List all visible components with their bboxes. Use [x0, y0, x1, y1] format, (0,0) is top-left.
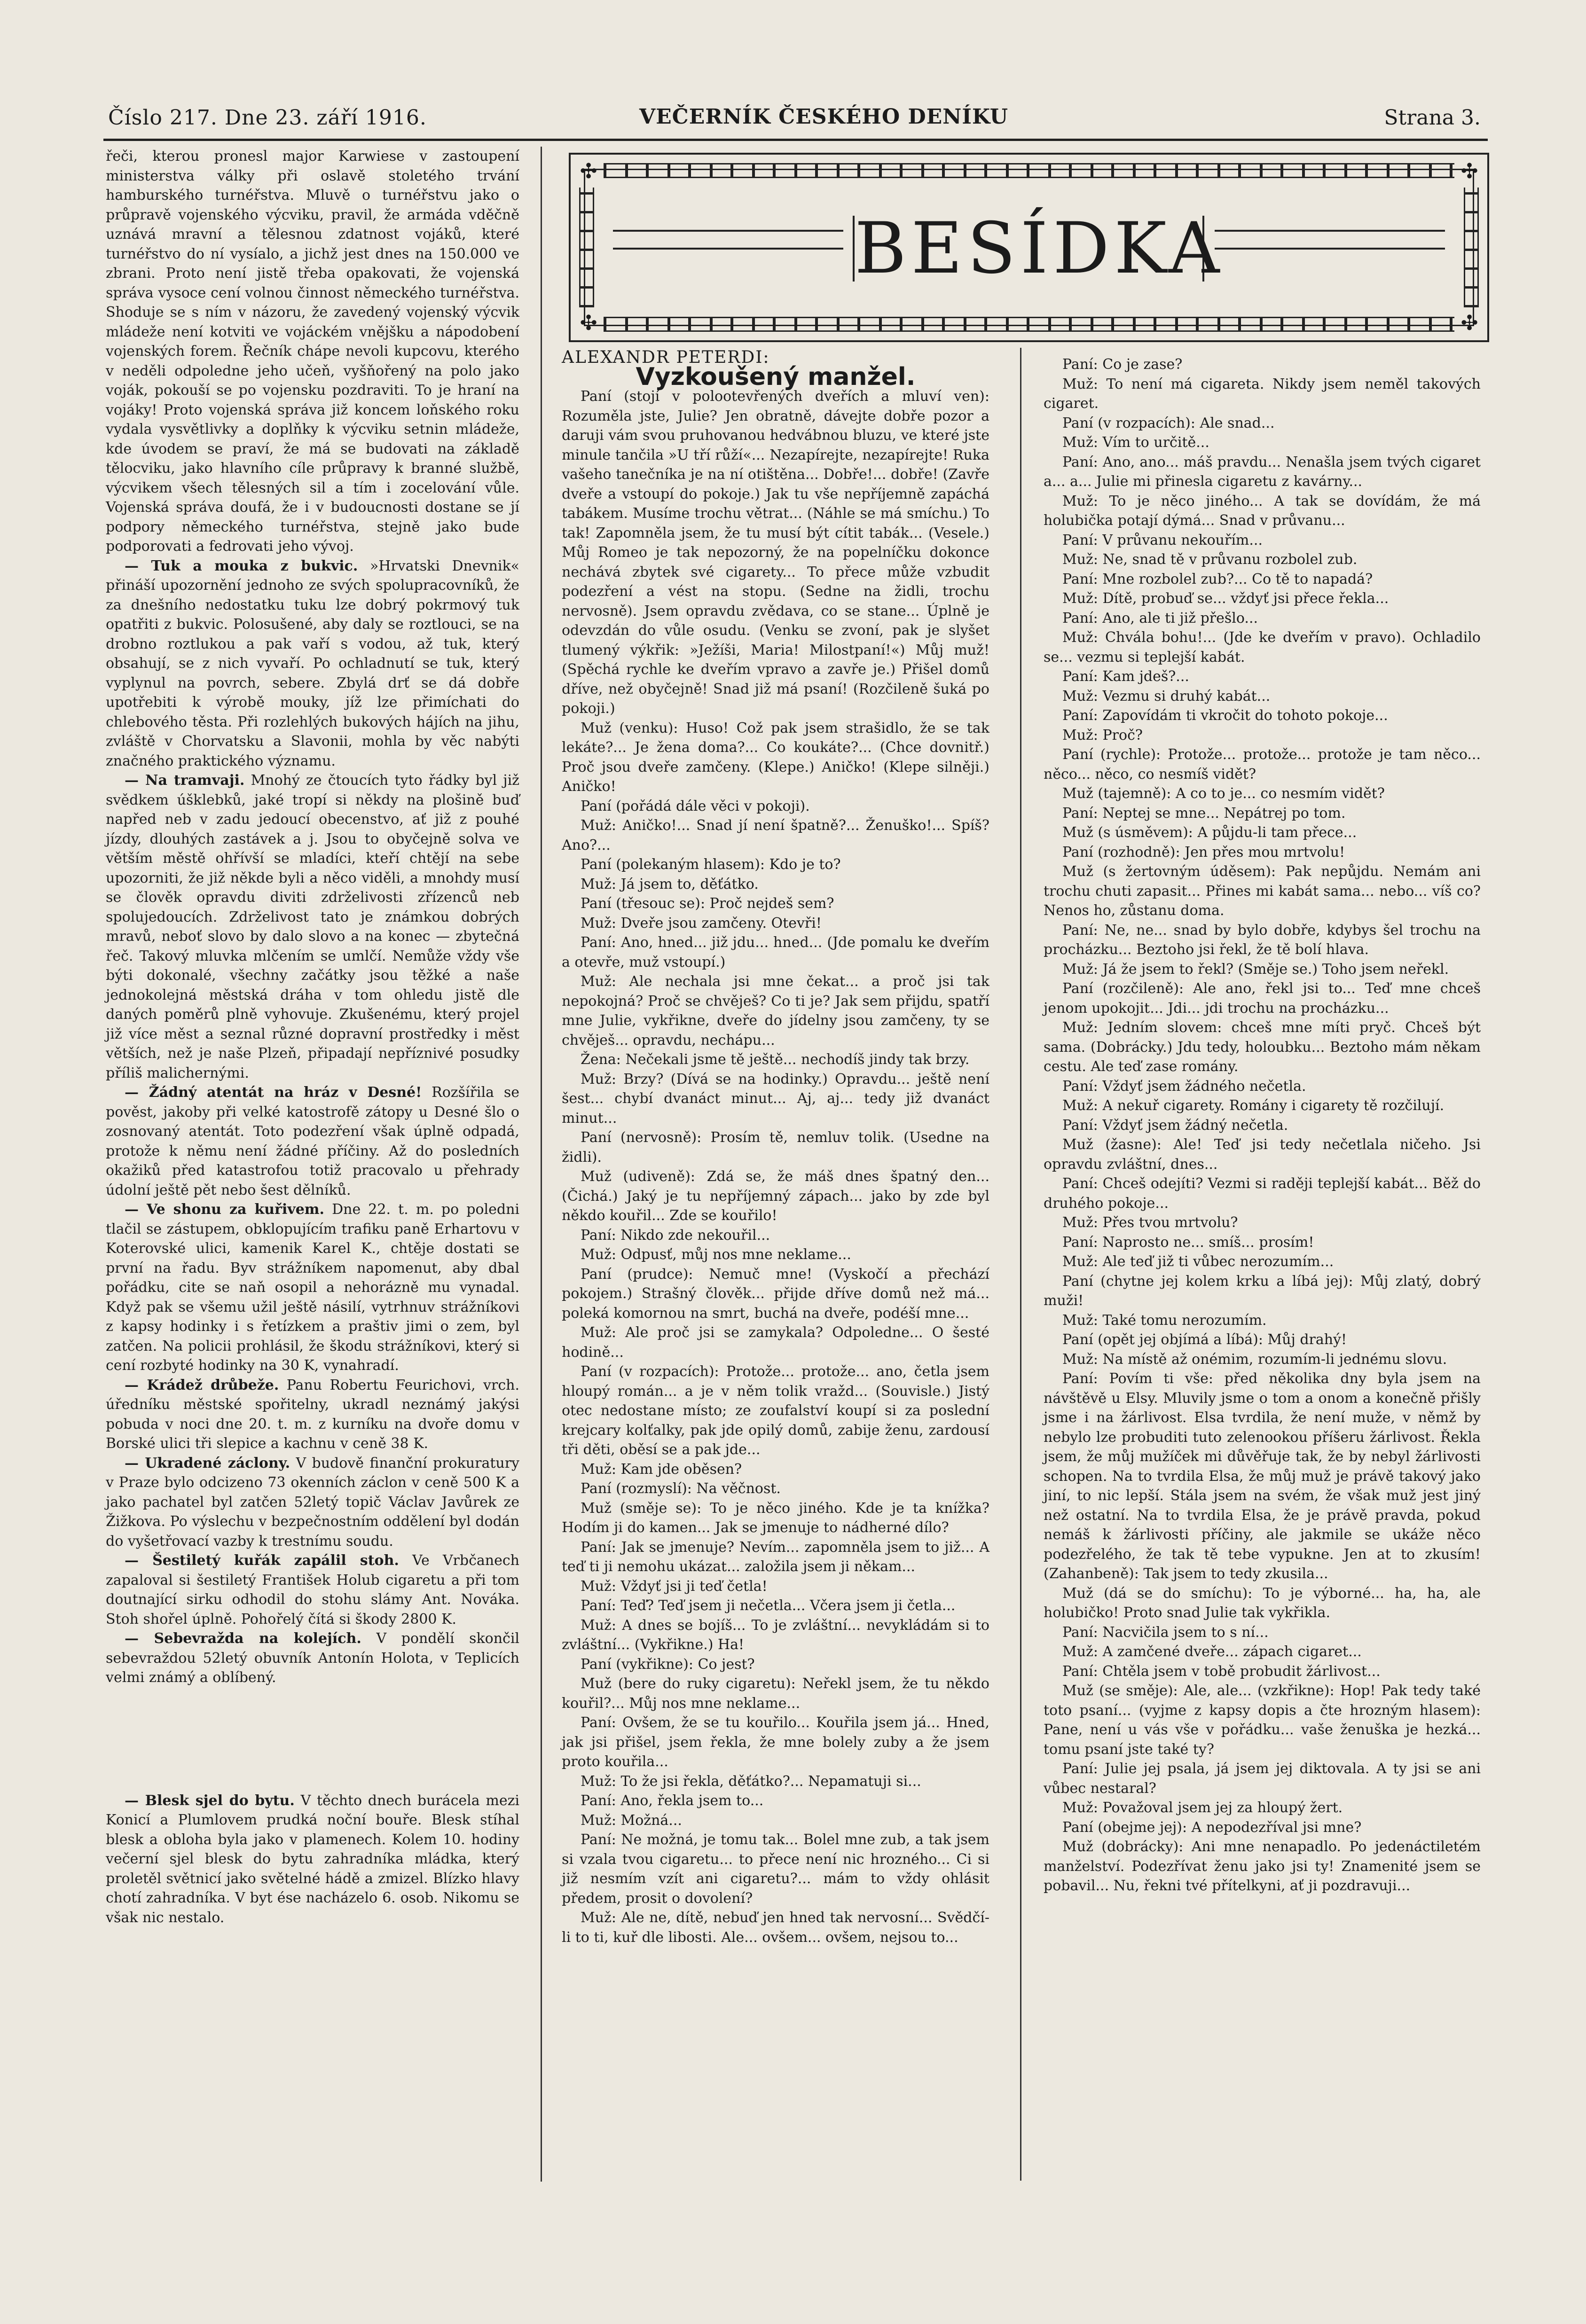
news-item: [106, 1200, 519, 1376]
dialogue-line: Muž: Odpusť, můj nos mne neklame...: [581, 1246, 851, 1263]
dialogue-line: Paní: Co je zase?: [1062, 356, 1183, 373]
dialogue-line: Paní: Povím ti vše: před několika dny byla jsem na návštěvě u Elsy. Mluvily jsme o tom a onom a konečně přišly jsme i na žárlivost. Elsa tvrdila, že není muže, v němž by nebylo lze probuditi tuto zelenookou příšeru žárlivost. Řekla jsem, že můj mužíček mi důvěřuje tak, že by nebyl žárlivosti schopen. Na to tvrdila Elsa, že můj muž je právě takový jako jiní, to nic lepší. Stála jsem na svém, že však muž jest jiný než ostatní. Na to tvrdila Elsa, že je právě pravda, pokud nemáš k žárlivosti příčiny, ale jakmile se ukáže něco podezřelého, že tak tě tebe vypukne. Jen at to zkusím! (Zahanbeně): Tak jsem to tedy zkusila...: [1044, 1370, 1481, 1582]
ornament-corner-icon: ✣: [580, 311, 597, 335]
dialogue-line: Paní (v rozpacích): Protože... protože... ano, četla jsem hloupý román... a je v něm tolik vražd... (Souvisle.) Jistý otec nedostane místo; ze zoufalství koupí si za poslední krejcary kolťalky, pak jde opilý domů, zabije ženu, zardousí tři děti, oběsí se a pak jde...: [562, 1363, 989, 1458]
dialogue-line: Paní: Chceš odejíti? Vezmi si raději teplejší kabát... Běž do druhého pokoje...: [1044, 1175, 1481, 1212]
dialogue-line: Muž: Ale teď již ti vůbec nerozumím...: [1062, 1253, 1334, 1270]
dialogue-line: Muž: Ale nechala jsi mne čekat... a proč jsi tak nepokojná? Proč se chvěješ? Co ti je? Jak sem přijdu, spatří mne Julie, vykřikne, dveře do jídelny jsou zamčeny, ty se chvěješ... opravdu, nechápu...: [562, 973, 989, 1049]
dialogue-line: Paní: Nacvičila jsem to s ní...: [1062, 1624, 1269, 1641]
news-item: [106, 771, 519, 1083]
dialogue-line: Muž: Dítě, probuď se... vždyť jsi přece řekla...: [1062, 590, 1389, 607]
dialogue-line: Muž: Dveře jsou zamčeny. Otevři!: [581, 915, 822, 931]
news-text: V pondělí skončil sebevraždou 52letý obuvník Antonín Holota, v Teplicích velmi známý a oblíbený.: [106, 1630, 520, 1686]
dialogue-line: Muž: To je něco jiného... A tak se dovídám, že má holubička potají dýmá... Snad v průvanu...: [1044, 493, 1481, 529]
dialogue-line: Paní: Vždyť jsem žádný nečetla.: [1062, 1117, 1288, 1134]
news-text: V budově finanční prokuratury v Praze bylo odcizeno 73 okenních záclon v ceně 500 K a jako pachatel byl zatčen 52letý topič Václav Javůrek ze Žižkova. Po výslechu v bezpečnostním oddělení byl dodán do vyšetřovací vazby k trestnímu soudu.: [106, 1455, 519, 1549]
dialogue-line: Muž: Aničko!... Snad jí není špatně?... Ženuško!... Spíš? Ano?...: [562, 817, 989, 853]
news-headline: — Tuk a mouka z bukvic.: [125, 557, 358, 574]
dialogue-line: Paní (prudce): Nemuč mne! (Vyskočí a přechází pokojem.) Strašný člověk... přijde dříve domů než má... poleká komornou na smrt, buchá na dveře, podéší mne...: [562, 1266, 989, 1322]
dialogue-line: Paní (vykřikne): Co jest?: [581, 1656, 755, 1673]
news-headline: — Blesk sjel do bytu.: [125, 1792, 295, 1809]
ornament-corner-icon: ✣: [1460, 159, 1478, 183]
page-header: [108, 101, 1481, 134]
dialogue-line: Paní (stojí v polootevřených dveřích a mluví ven): Rozuměla jste, Julie? Jen obratně, dávejte dobře pozor a daruji vám svou pruhovanou hedvábnou bluzu, ve které jste minule tančila »U tří růží«... Nezapírejte, nezapírejte! Ruka vašeho tanečníka je na ní otištěna... Dobře!... dobře! (Zavře dveře a vstoupí do pokoje.) Jak tu vše nepříjemně zapáchá tabákem. Musíme trochu větrat... (Náhle se má smíchu.) To tak! Zapomněla jsem, že tu musí být cítit tabák... (Vesele.) Můj Romeo je tak nepozorný, že na popelníčku dokonce nechává zbytek své cigarety... To přece může vzbudit podezření a vést na stopu. (Sedne na židli, trochu nervosně). Jsem opravdu zvědava, co se stane... Úplně je odevzdán do vůle osudu. (Venku se zvoní, pak je slyšet tlumený výkřik: »Ježíši, Maria! Milostpaní!«) Můj muž! (Spěchá rychle ke dveřím vpravo a zavře je.) Přišel domů dříve, než obyčejně! Snad již má psaní! (Rozčileně šuká po pokoji.): [562, 388, 989, 717]
news-headline: — Ve shonu za kuřivem.: [125, 1201, 324, 1218]
dialogue-line: Muž (dobrácky): Ani mne nenapadlo. Po jedenáctiletém manželství. Podezřívat ženu jako jsi ty! Znamenité jsem se pobavil... Nu, řekni tvé přítelkyni, ať ji pozdravuji...: [1044, 1839, 1481, 1894]
news-item: [106, 1551, 519, 1629]
dialogue-line: Paní: Jak se jmenuje? Nevím... zapomněla jsem to již... A teď ti ji nemohu ukázat... založila jsem ji někam...: [562, 1539, 989, 1575]
dialogue-line: Paní: Vždyť jsem žádného nečetla.: [1062, 1078, 1306, 1095]
dialogue-line: Paní (rozhodně): Jen přes mou mrtvolu!: [1062, 844, 1345, 861]
dialogue-line: Muž: Na místě až onémim, rozumím-li jednému slovu.: [1062, 1351, 1447, 1368]
dialogue-line: Muž: Chvála bohu!... (Jde ke dveřím v pravo). Ochladilo se... vezmu si teplejší kabát.: [1044, 629, 1481, 665]
dialogue-line: Muž: Ale ne, dítě, nebuď jen hned tak nervosní... Svědčí-li to ti, kuř dle libosti. Ale... ovšem... ovšem, nejsou to...: [562, 1909, 989, 1946]
dialogue-line: Paní (pořádá dále věci v pokoji).: [581, 798, 810, 814]
news-text: V těchto dnech burácela mezi Konicí a Plumlovem prudká noční bouře. Blesk stíhal blesk a obloha byla jako v plamenech. Kolem 10. hodiny večerní sjel blesk do bytu zahradníka mládka, který proletěl světnicí jako světelné hádě a zmizel. Blízko hlavy chotí zahradníka. V byt ése nacházelo 6. osob. Nikomu se však nic nestalo.: [106, 1792, 519, 1926]
dialogue-line: Paní: Neptej se mne... Nepátrej po tom.: [1062, 805, 1346, 822]
dialogue-line: Paní: Chtěla jsem v tobě probudit žárlivost...: [1062, 1663, 1381, 1680]
dialogue-line: Muž (venku): Huso! Což pak jsem strašidlo, že se tak lekáte?... Je žena doma?... Co koukáte?... (Chce dovnitř.) Proč jsou dveře zamčeny. (Klepe.) Aničko! (Klepe silněji.) Aničko!: [562, 720, 989, 795]
dialogue-line: Paní (rychle): Protože... protože... protože je tam něco... něco... něco, co nesmíš vidět?: [1044, 746, 1481, 782]
dialogue-line: Paní: Nikdo zde nekouřil...: [581, 1227, 770, 1244]
title-rule-right: [1215, 230, 1445, 250]
news-item: [106, 147, 519, 556]
dialogue-line: Muž: Vždyť jsi ji teď četla!: [581, 1578, 768, 1595]
news-headline: — Žádný atentát na hráz v Desné!: [125, 1084, 422, 1101]
dialogue-line: Paní: Teď? Teď jsem ji nečetla... Včera jsem ji četla...: [581, 1597, 956, 1614]
news-text: Mnohý ze čtoucích tyto řádky byl již svědkem úšklebků, jaké tropí si někdy na plošině buď napřed neb v zadu jedoucí obecenstvo, ať již z pouhé jízdy, dlouhých zastávek a j. Jsou to obyčejně solva ve větším městě ohřívší se mladíci, kteří chtějí na sebe upozorniti, že již někde byli a něco viděli, a mnohdy musí se člověk opravdu diviti zdrželivosti zřízenců neb spolujedoucích. Zdrželivost tato je známkou dobrých mravů, neboť slovo by dalo slovo a na konec — zbytečná řeč. Takový mluvka mlčením se umlčí. Nemůže vždy vše býti dokonalé, všechny začátky jsou těžké a naše jednokolejná městská dráha v tom ohledu jistě dle daných poměrů plně vyhovuje. Zkušenému, který projel již více měst a seznal různé dopravní prostředky i měst větších, než je naše Plzeň, připadají nepříznivé posudky příliš malichernými.: [106, 772, 519, 1081]
dialogue-line: Muž (se směje): Ale, ale... (vzkřikne): Hop! Pak tedy také toto psaní... (vyjme z kapsy dopis a čte hrozným hlasem): Pane, není u vás vše v pořádku... vaše ženuška je hezká... tomu psaní jste také ty?: [1044, 1682, 1481, 1758]
dialogue-line: Paní (rozmyslí): Na věčnost.: [581, 1480, 781, 1497]
dialogue-line: Muž (s žertovným úděsem): Pak nepůjdu. Nemám ani trochu chuti zapasit... Přines mi kabát sama... nebo... víš co? Nenos ho, zůstanu doma.: [1044, 863, 1481, 919]
dialogue-line: Paní: Ano, ano... máš pravdu... Nenašla jsem tvých cigaret a... a... Julie mi přinesla cigaretu z kavárny...: [1044, 454, 1481, 490]
dialogue-line: Paní (obejme jej): A nepodezříval jsi mne?: [1062, 1819, 1362, 1836]
dialogue-line: Muž (bere do ruky cigaretu): Neřekl jsem, že tu někdo kouřil?... Můj nos mne neklame...: [562, 1675, 989, 1712]
dialogue-line: Muž (dá se do smíchu): To je výborné... ha, ha, ale holubičko! Proto snad Julie tak vykřikla.: [1044, 1585, 1481, 1621]
news-item: [106, 1376, 519, 1454]
dialogue-line: Muž: Možná...: [581, 1812, 682, 1829]
dialogue-line: Paní: Ano, řekla jsem to...: [581, 1792, 764, 1809]
news-headline: — Krádež drůbeže.: [125, 1377, 279, 1393]
news-text: Panu Robertu Feurichovi, vrch. úředníku městské spořitelny, ukradl neznámý jakýsi pobuda v noci dne 20. t. m. z kurníku na dvoře domu v Borské ulici tři slepice a kachnu v ceně 38 K.: [106, 1377, 519, 1452]
dialogue-line: Paní: Ne možná, je tomu tak... Bolel mne zub, a tak jsem si vzala tvou cigaretu... to přece není nic hrozného... Ci si již nesmím vzít ani cigaretu?... mám to vždy ohlásit předem, prosit o dovolení?: [562, 1831, 989, 1907]
story-column-1: [562, 348, 989, 1947]
dialogue-line: Muž: Já jsem to, děťátko.: [581, 876, 759, 892]
news-text: »Hrvatski Dnevnik« přináší upozornění jednoho ze svých spolupracovníků, že za dnešního nedostatku tuku lze dobrý pokrmový tuk opatřiti z bukvic. Polosušené, aby daly se roztlouci, se na drobno roztlukou a pak vaří s vodou, až tuk, který obsahují, se z nich vyvaří. Po ochladnutí se tuk, který vyplynul na povrch, sebere. Zbylá drť se dá dobře upotřebiti k výrobě mouky, jíž lze přimíchati do chlebového těsta. Při rozlehlých bukových hájích na jihu, zvláště v Chorvatsku a Slavonii, mohla by věc nabýti značného praktického významu.: [106, 557, 519, 769]
dialogue-line: Muž: To že jsi řekla, děťátko?... Nepamatuji si...: [581, 1773, 921, 1790]
story-column-2: [1044, 355, 1481, 1896]
dialogue-line: Paní (třesouc se): Proč nejdeš sem?: [581, 895, 834, 912]
dialogue-line: Paní (chytne jej kolem krku a líbá jej): Můj zlatý, dobrý muži!: [1044, 1273, 1481, 1309]
dialogue-line: Muž (udiveně): Zdá se, že máš dnes špatný den... (Čichá.) Jaký je tu nepříjemný zápach... jako by zde byl někdo kouřil... Zde se kouřilo!: [562, 1168, 989, 1224]
dialogue-line: Paní: Mne rozbolel zub?... Co tě to napadá?: [1062, 571, 1373, 587]
dialogue-line: Paní: Ovšem, že se tu kouřilo... Kouřila jsem já... Hned, jak jsi přišel, jsem řekla, že mne bolely zuby a že jsem proto kouřila...: [562, 1714, 989, 1770]
news-headline: — Sebevražda na kolejích.: [125, 1630, 361, 1647]
ornament-band-bottom: [604, 317, 1454, 332]
dialogue-line: Paní (v rozpacích): Ale snad...: [1062, 415, 1275, 431]
dialogue-line: Muž: Já že jsem to řekl? (Směje se.) Toho jsem neřekl.: [1062, 961, 1449, 978]
dialogue-line: Muž: Vezmu si druhý kabát...: [1062, 688, 1271, 704]
ornament-band-top: [604, 163, 1454, 178]
news-text: řeči, kterou pronesl major Karwiese v zastoupení ministerstva války při oslavě stoletého trvání hamburského turnéřstva. Mluvě o turnéřstvu jako o průpravě vojenského výcviku, pravil, že armáda vděčně uznává mravní a tělesnou zdatnost vojáků, které turnéřstvo do ní vysíalo, a jichž jest dnes na 150.000 ve zbrani. Proto není jistě třeba opakovati, že vojenská správa vysoce cení volnou činnost německého turnéřstva. Shoduje se s ním v názoru, že zavedený vojenský výcvik mládeže není kotviti ve vojáckém vnějšku a nápodobení vojenských forem. Řečník chápe nevoli kupcovu, kterého v neděli odpoledne jeho učeň, vyšňořený na polo jako voják, pokouší se po vojensku pozdraviti. To je hraní na vojáky! Proto vojenská správa již koncem loňského roku vydala vysvětlivky a doplňky k výcviku setnin mládeže, kde úvodem se praví, že má se budovati na základě tělocviku, jako hlavního cíle průpravy k branné službě, výcvikem všech tělesných sil a tím i zocelování vůle. Vojenská správa doufá, že i v budoucnosti dostane se jí podpory německého turnéřstva, stejně jako bude podporovati a fedrovati jeho vývoj.: [106, 148, 519, 555]
dialogue-line: Žena: Nečekali jsme tě ještě... nechodíš jindy tak brzy.: [581, 1051, 970, 1068]
news-headline: — Ukradené záclony.: [125, 1455, 291, 1471]
dialogue-line: Paní: Julie jej psala, já jsem jej diktovala. A ty jsi se ani vůbec nestaral?: [1044, 1761, 1481, 1797]
column-divider: [541, 147, 542, 2182]
dialogue-line: Muž: A nekuř cigarety. Romány i cigarety tě rozčilují.: [1062, 1097, 1445, 1114]
ornament-side-left: [579, 188, 594, 307]
dialogue-line: Muž: Jedním slovem: chceš mne míti pryč. Chceš být sama. (Dobrácky.) Jdu tedy, holoubku... Beztoho mám někam cestu. Ale teď zase romány.: [1044, 1019, 1481, 1075]
dialogue-line: Muž: Ale proč jsi se zamykala? Odpoledne... O šesté hodině...: [562, 1324, 989, 1361]
dialogue-line: Muž: Proč?: [1062, 727, 1143, 743]
dialogue-line: Muž: Kam jde oběsen?: [581, 1461, 742, 1478]
news-item: [106, 1454, 519, 1551]
news-text: Ve Vrbčanech zapaloval si šestiletý František Holub cigaretu a při tom doutnající sirku odhodil do stohu slámy Ant. Nováka. Stoh shořel úplně. Pohořelý čítá si škody 2800 K.: [106, 1552, 519, 1628]
news-column: [106, 147, 519, 1927]
dialogue-line: Muž (žasne): Ale! Teď jsi tedy nečetlala ničeho. Jsi opravdu zvláštní, dnes...: [1044, 1136, 1481, 1173]
dialogue-line: Paní: Ne, ne... snad by bylo dobře, kdybys šel trochu na procházku... Beztoho jsi řekl, že tě bolí hlava.: [1044, 922, 1481, 958]
issue-info: Číslo 217. Dne 23. září 1916.: [108, 106, 427, 130]
dialogue-line: Paní: Ano, ale ti již přešlo...: [1062, 610, 1258, 626]
news-item: [106, 556, 519, 771]
dialogue-line: Paní (nervosně): Prosím tě, nemluv tolik. (Usedne na židli).: [562, 1129, 989, 1166]
news-headline: — Na tramvaji.: [125, 772, 245, 789]
dialogue-line: Muž: Také tomu nerozumím.: [1062, 1312, 1267, 1329]
dialogue-line: Paní: Zapovídám ti vkročit do tohoto pokoje...: [1062, 707, 1388, 724]
column-divider: [1020, 348, 1021, 2181]
dialogue-line: Muž (tajemně): A co to je... co nesmím vidět?: [1062, 785, 1385, 802]
page-number: Strana 3.: [1384, 106, 1481, 130]
dialogue-line: Paní: Ano, hned... již jdu... hned... (Jde pomalu ke dveřím a otevře, muž vstoupí.): [562, 934, 989, 970]
dialogue-line: Paní: Kam jdeš?...: [1062, 668, 1189, 685]
dialogue-line: Muž: Ne, snad tě v průvanu rozbolel zub.: [1062, 551, 1358, 568]
dialogue-line: Muž: Přes tvou mrtvolu?: [1062, 1214, 1238, 1231]
ornament-corner-icon: ✣: [580, 159, 597, 183]
news-item: [106, 1791, 519, 1928]
ornament-corner-icon: ✣: [1460, 311, 1478, 335]
besidka-banner: [569, 153, 1489, 342]
dialogue-line: Muž (směje se): To je něco jiného. Kde je ta knížka? Hodím ji do kamen... Jak se jmenuje to nádherné dílo?: [562, 1500, 989, 1536]
dialogue-line: Paní: Naprosto ne... smíš... prosím!: [1062, 1234, 1314, 1251]
story-title: Vyzkoušený manžel.: [636, 362, 916, 391]
dialogue-line: Muž: To není má cigareta. Nikdy jsem neměl takových cigaret.: [1044, 376, 1481, 412]
news-text: Dne 22. t. m. po poledni tlačil se zástupem, obklopujícím trafiku paně Erhartovu v Koterovské ulici, kamenik Karel K., chtěje dostati se první na řadu. Byv strážníkem napomenut, aby dbal pořádku, cite se naň osopil a nehorázně mu vynadal. Když pak se všemu užil ještě násilí, vytrhnuv strážníkovi z kapsy hodinky i s řetízkem a praštiv jimi o zem, byl zatčen. Na policii prohlásil, že škodu strážníkovi, který si cení rozbyté hodinky na 30 K, vynahradí.: [106, 1201, 520, 1374]
header-rule: [103, 139, 1488, 141]
paper-title: VEČERNÍK ČESKÉHO DENÍKU: [639, 105, 1009, 129]
ornament-side-right: [1464, 188, 1479, 307]
story-author: ALEXANDR PETERDI:: [562, 348, 770, 367]
dialogue-line: Muž: Považoval jsem jej za hloupý žert.: [1062, 1800, 1343, 1816]
dialogue-line: Paní (polekaným hlasem): Kdo je to?: [581, 856, 841, 873]
news-item: [106, 1083, 519, 1200]
title-rule-left: [613, 230, 843, 250]
dialogue-line: Muž: A dnes se bojíš... To je zvláštní... nevykládám si to zvláštní... (Vykřikne.) Ha!: [562, 1617, 989, 1653]
section-title: BESÍDKA: [853, 216, 1204, 282]
news-headline: — Šestiletý kuřák zapálil stoh.: [125, 1552, 399, 1569]
dialogue-line: Muž (s úsměvem): A půjdu-li tam přece...: [1062, 824, 1357, 841]
dialogue-line: Muž: Brzy? (Dívá se na hodinky.) Opravdu... ještě není šest... chybí dvanáct minut... Aj, aj... tedy již dvanáct minut...: [562, 1071, 989, 1127]
news-text: Rozšířila se pověst, jakoby při velké katostrofě zátopy u Desné šlo o zosnovaný atentát. Toto podezření však úplně odpadá, protože k němu není žádné příčiny. Až do posledních okažiků před katastrofou totiž pracovalo u přehrady údolní ještě pět nebo šest dělníků.: [106, 1084, 519, 1198]
dialogue-line: Paní (opět jej objímá a líbá): Můj drahý!: [1062, 1331, 1347, 1348]
dialogue-line: Paní (rozčileně): Ale ano, řekl jsi to... Teď mne chceš jenom upokojit... Jdi... jdi trochu na procházku...: [1044, 980, 1481, 1017]
dialogue-line: Muž: A zamčené dveře... zápach cigaret...: [1062, 1643, 1362, 1660]
dialogue-line: Paní: V průvanu nekouřím...: [1062, 532, 1263, 548]
news-item: [106, 1629, 519, 1688]
dialogue-line: Muž: Vím to určitě...: [1062, 434, 1209, 451]
